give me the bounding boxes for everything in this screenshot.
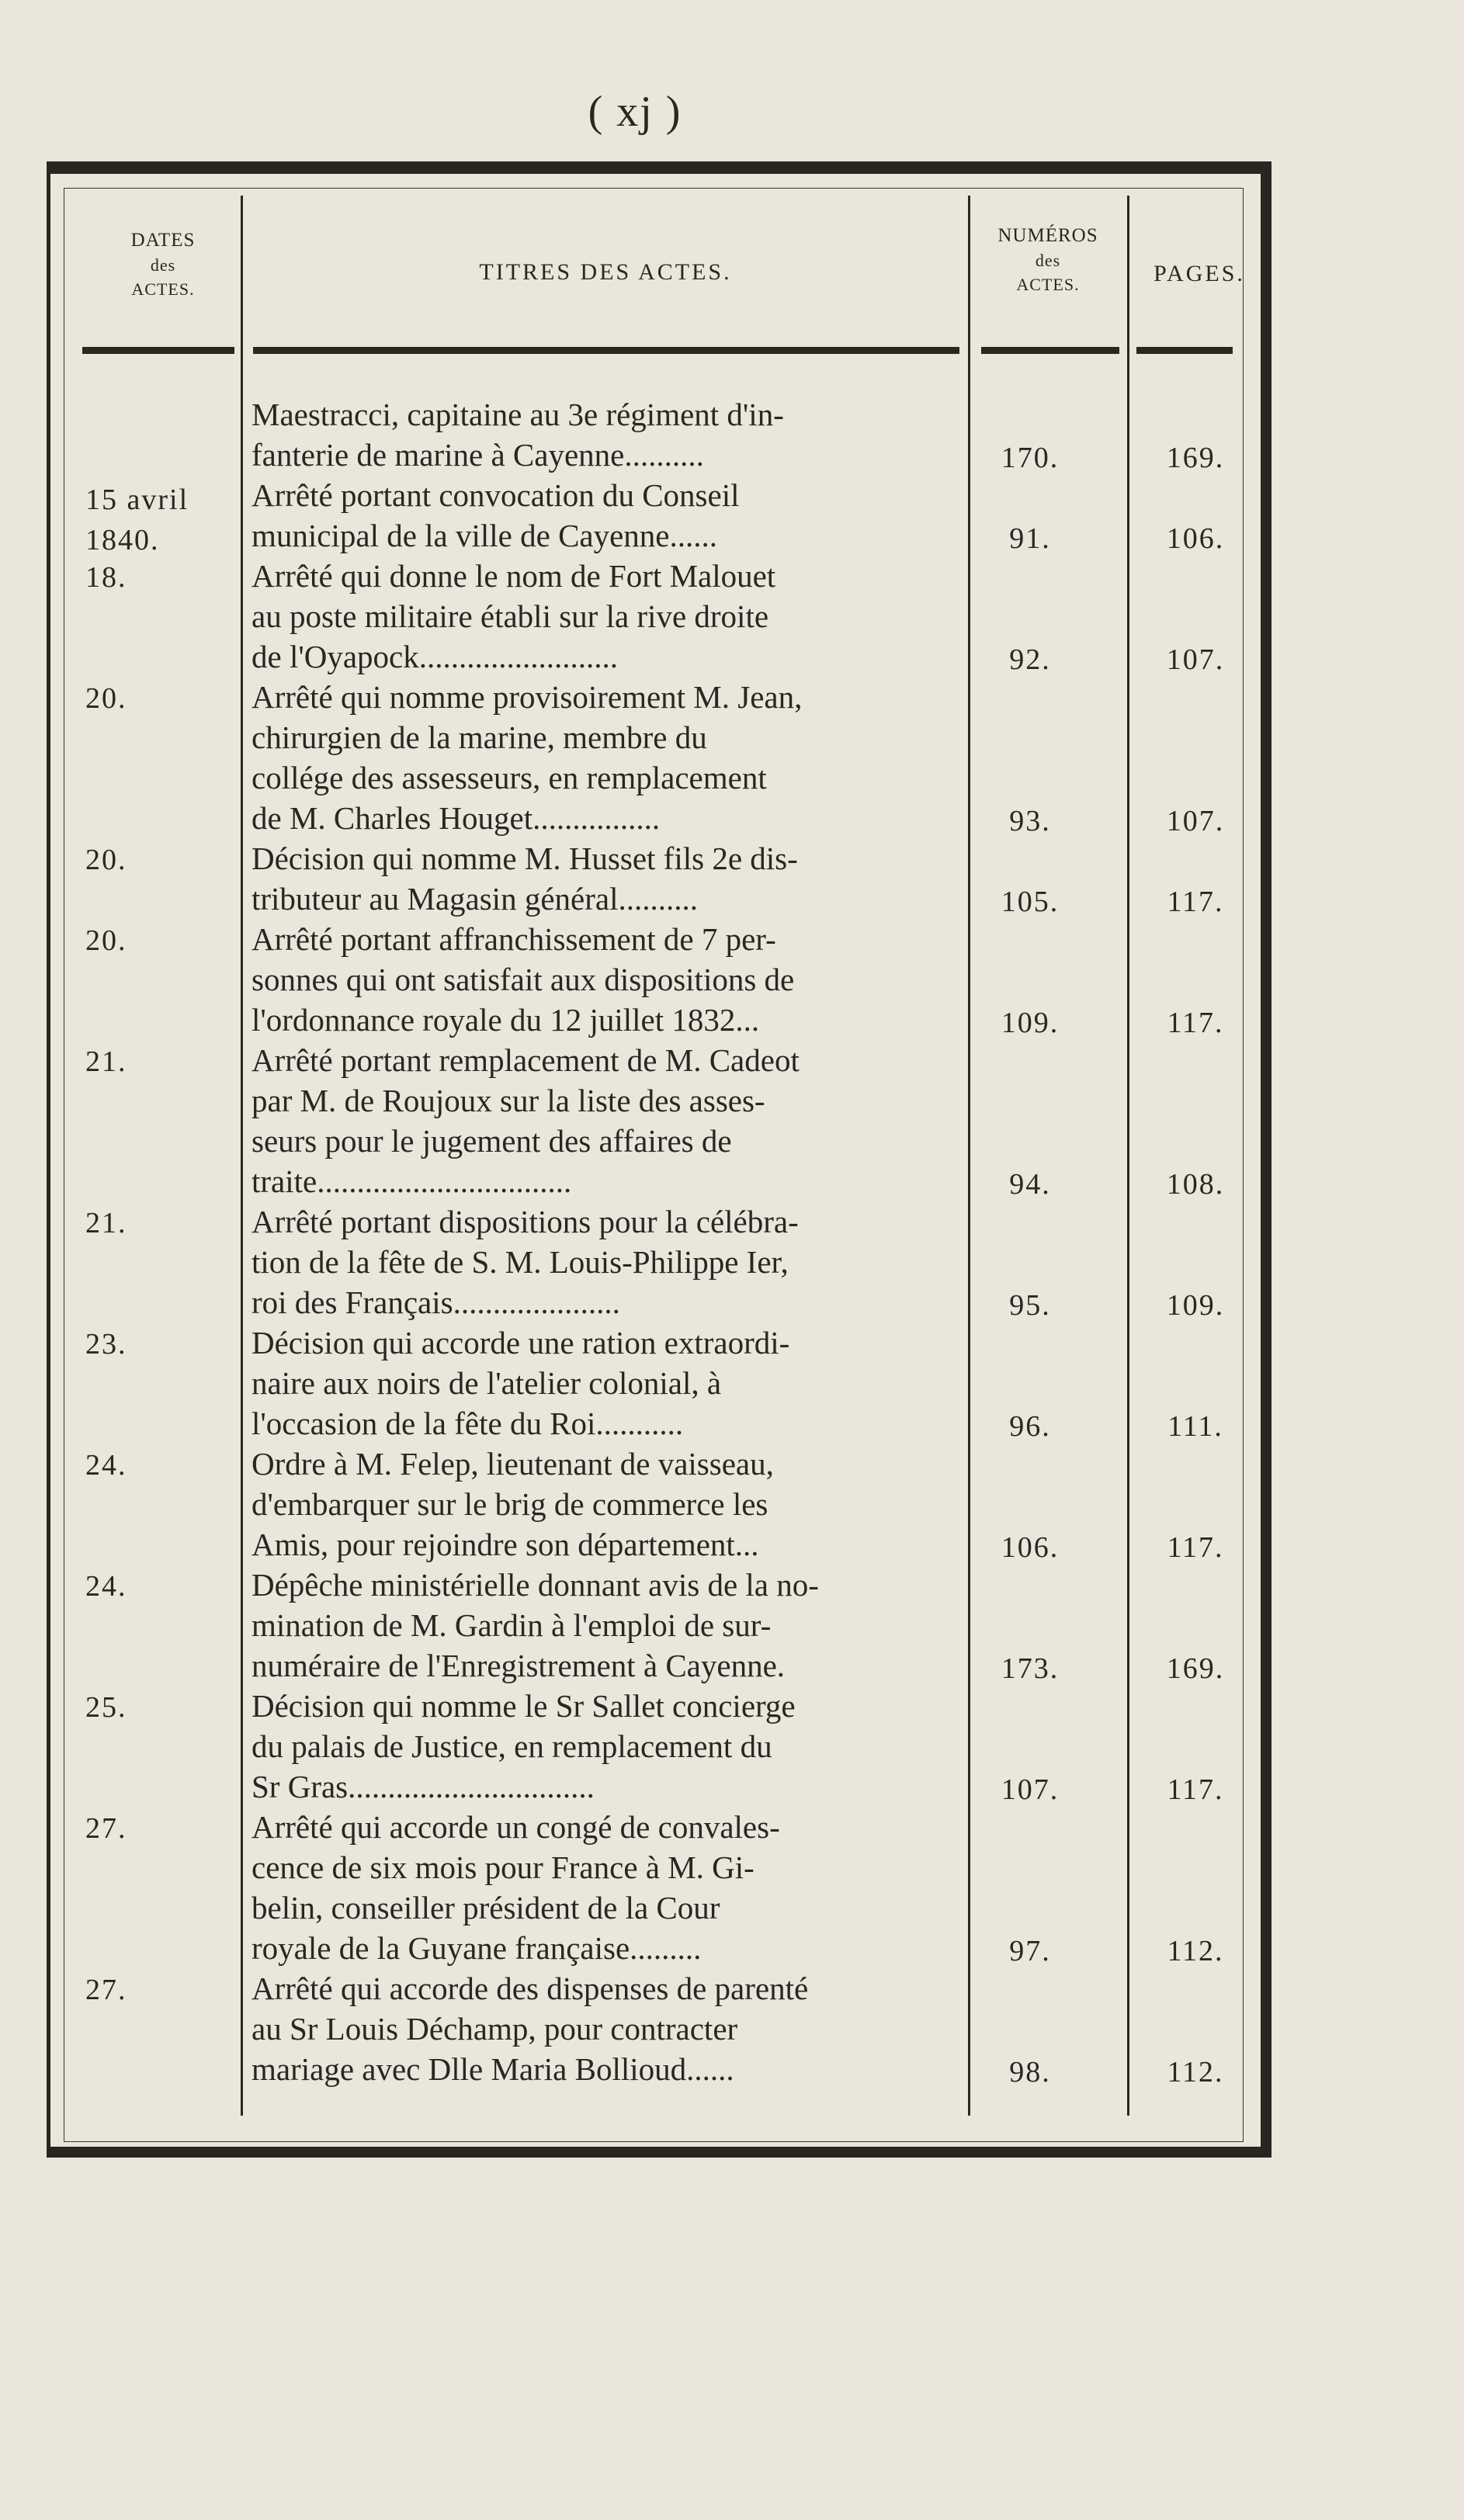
entry-title-line: de M. Charles Houget................ bbox=[252, 800, 661, 836]
entry-date: 20. bbox=[85, 924, 127, 957]
entry-page: 112. bbox=[1167, 2056, 1224, 2088]
entry-title-line: cence de six mois pour France à M. Gi- bbox=[252, 1849, 755, 1885]
entry-date: 20. bbox=[85, 682, 127, 715]
entry-title bbox=[252, 1686, 963, 1807]
header-bar-titles bbox=[253, 347, 959, 354]
entry-title-line: chirurgien de la marine, membre du bbox=[252, 719, 707, 755]
header-pages: PAGES. bbox=[1154, 261, 1245, 286]
entry-title bbox=[252, 919, 963, 1040]
entry-number: 94. bbox=[1009, 1168, 1051, 1201]
entry-number: 93. bbox=[1009, 805, 1051, 837]
entry-title bbox=[252, 1807, 963, 1968]
entry-title-line: royale de la Guyane française......... bbox=[252, 1930, 702, 1966]
column-divider-numbers bbox=[1127, 196, 1129, 2116]
entry-title-line: de l'Oyapock......................... bbox=[252, 639, 618, 674]
entry-title-line: Arrêté qui accorde un congé de convales- bbox=[252, 1809, 780, 1845]
header-dates-line3: ACTES. bbox=[131, 279, 195, 299]
entry-page: 108. bbox=[1166, 1168, 1225, 1201]
entry-date: 21. bbox=[85, 1045, 127, 1078]
entry-page: 106. bbox=[1166, 522, 1225, 555]
header-titles: TITRES DES ACTES. bbox=[479, 259, 732, 285]
entry-page: 169. bbox=[1166, 442, 1225, 474]
header-dates bbox=[85, 227, 241, 302]
header-dates-line2: des bbox=[150, 255, 176, 275]
entry-page: 107. bbox=[1166, 643, 1225, 676]
entry-date: 21. bbox=[85, 1207, 127, 1239]
header-numbers-line1: NUMÉROS bbox=[997, 225, 1098, 246]
entry-title-line: Arrêté portant dispositions pour la célébra- bbox=[252, 1204, 799, 1239]
entry-title-line: du palais de Justice, en remplacement du bbox=[252, 1728, 772, 1764]
entry-title-line: tion de la fête de S. M. Louis-Philippe Ier, bbox=[252, 1244, 789, 1280]
entry-date: 27. bbox=[85, 1812, 127, 1845]
entry-title-line: Arrêté qui accorde des dispenses de parenté bbox=[252, 1971, 809, 2006]
entry-title bbox=[252, 1322, 963, 1444]
entry-number: 107. bbox=[1001, 1773, 1060, 1806]
entry-title-line: Maestracci, capitaine au 3e régiment d'in- bbox=[252, 397, 784, 432]
entry-title-line: collége des assesseurs, en remplacement bbox=[252, 760, 767, 796]
entry-page: 117. bbox=[1167, 1531, 1224, 1564]
entry-title-line: Arrêté portant remplacement de M. Cadeot bbox=[252, 1042, 800, 1078]
entry-page: 107. bbox=[1166, 805, 1225, 837]
entry-title-line: mination de M. Gardin à l'emploi de sur- bbox=[252, 1607, 772, 1643]
entry-title-line: d'embarquer sur le brig de commerce les bbox=[252, 1486, 768, 1522]
entry-number: 91. bbox=[1009, 522, 1051, 555]
entry-title-line: Arrêté portant convocation du Conseil bbox=[252, 477, 740, 513]
entry-date: 23. bbox=[85, 1328, 127, 1361]
entry-title-line: l'ordonnance royale du 12 juillet 1832... bbox=[252, 1002, 760, 1038]
entry-date: 20. bbox=[85, 844, 127, 876]
entry-page: 117. bbox=[1167, 1773, 1224, 1806]
entry-page: 111. bbox=[1167, 1410, 1223, 1443]
entry-title-line: Décision qui nomme le Sr Sallet concierge bbox=[252, 1688, 796, 1724]
entry-title bbox=[252, 1968, 963, 2089]
entry-title-line: Amis, pour rejoindre son département... bbox=[252, 1527, 759, 1562]
entry-number: 97. bbox=[1009, 1935, 1051, 1967]
entry-title-line: l'occasion de la fête du Roi........... bbox=[252, 1406, 684, 1441]
entry-number: 106. bbox=[1001, 1531, 1060, 1564]
header-bar-pages bbox=[1136, 347, 1233, 354]
entry-title-line: traite................................ bbox=[252, 1163, 572, 1199]
entry-date: 15 avril 1840. bbox=[85, 484, 189, 556]
entry-page: 112. bbox=[1167, 1935, 1224, 1967]
header-numbers-line2: des bbox=[1035, 251, 1061, 270]
entry-number: 105. bbox=[1001, 886, 1060, 918]
column-divider-titles bbox=[968, 196, 970, 2116]
entry-title-line: au poste militaire établi sur la rive droite bbox=[252, 598, 769, 634]
entry-number: 96. bbox=[1009, 1410, 1051, 1443]
entry-page: 169. bbox=[1166, 1652, 1225, 1685]
header-bar-numbers bbox=[981, 347, 1119, 354]
entry-title-line: Décision qui accorde une ration extraordi- bbox=[252, 1325, 790, 1361]
entry-date: 25. bbox=[85, 1691, 127, 1724]
entry-title bbox=[252, 1444, 963, 1565]
entry-number: 109. bbox=[1001, 1007, 1060, 1039]
entry-title-line: belin, conseiller président de la Cour bbox=[252, 1890, 720, 1926]
entry-date: 24. bbox=[85, 1449, 127, 1482]
entry-number: 98. bbox=[1009, 2056, 1051, 2088]
entry-title bbox=[252, 394, 963, 475]
entry-title-line: tributeur au Magasin général.......... bbox=[252, 881, 698, 917]
entry-title-line: mariage avec Dlle Maria Bollioud...... bbox=[252, 2051, 734, 2087]
entry-page: 117. bbox=[1167, 1007, 1224, 1039]
column-divider-dates bbox=[241, 196, 243, 2116]
entry-title-line: Ordre à M. Felep, lieutenant de vaisseau, bbox=[252, 1446, 774, 1482]
entry-number: 170. bbox=[1001, 442, 1060, 474]
entry-title bbox=[252, 677, 963, 838]
entry-title-line: fanterie de marine à Cayenne.......... bbox=[252, 437, 704, 473]
entry-title bbox=[252, 1040, 963, 1201]
entry-number: 95. bbox=[1009, 1289, 1051, 1322]
entry-title-line: roi des Français..................... bbox=[252, 1284, 620, 1320]
entry-page: 117. bbox=[1167, 886, 1224, 918]
entry-title-line: par M. de Roujoux sur la liste des asses- bbox=[252, 1083, 765, 1118]
entry-title-line: Dépêche ministérielle donnant avis de la no- bbox=[252, 1567, 819, 1603]
entry-title-line: Arrêté qui donne le nom de Fort Malouet bbox=[252, 558, 776, 594]
header-numbers-line3: ACTES. bbox=[1016, 274, 1080, 294]
entry-page: 109. bbox=[1166, 1289, 1225, 1322]
header-dates-line1: DATES bbox=[130, 230, 196, 251]
entry-title bbox=[252, 475, 963, 556]
entry-title-line: Décision qui nomme M. Husset fils 2e dis- bbox=[252, 841, 798, 876]
entry-date: 27. bbox=[85, 1974, 127, 2006]
entry-title bbox=[252, 838, 963, 919]
entry-title-line: naire aux noirs de l'atelier colonial, à bbox=[252, 1365, 722, 1401]
entry-title-line: Arrêté qui nomme provisoirement M. Jean, bbox=[252, 679, 803, 715]
entry-title-line: sonnes qui ont satisfait aux dispositions de bbox=[252, 962, 795, 997]
entry-title-line: seurs pour le jugement des affaires de bbox=[252, 1123, 732, 1159]
entry-title-line: Sr Gras............................... bbox=[252, 1769, 595, 1804]
header-bar-dates bbox=[82, 347, 234, 354]
entry-title-line: numéraire de l'Enregistrement à Cayenne. bbox=[252, 1648, 786, 1683]
entry-title bbox=[252, 1201, 963, 1322]
entry-title-line: au Sr Louis Déchamp, pour contracter bbox=[252, 2011, 738, 2047]
entry-date: 24. bbox=[85, 1570, 127, 1603]
entry-title bbox=[252, 1565, 963, 1686]
entry-number: 92. bbox=[1009, 643, 1051, 676]
entry-number: 173. bbox=[1001, 1652, 1060, 1685]
header-numbers bbox=[970, 222, 1126, 297]
entry-title-line: Arrêté portant affranchissement de 7 per- bbox=[252, 921, 776, 957]
entry-title-line: municipal de la ville de Cayenne...... bbox=[252, 518, 718, 553]
entry-title bbox=[252, 556, 963, 677]
entry-date: 18. bbox=[85, 561, 127, 594]
page-number: ( xj ) bbox=[588, 88, 682, 136]
